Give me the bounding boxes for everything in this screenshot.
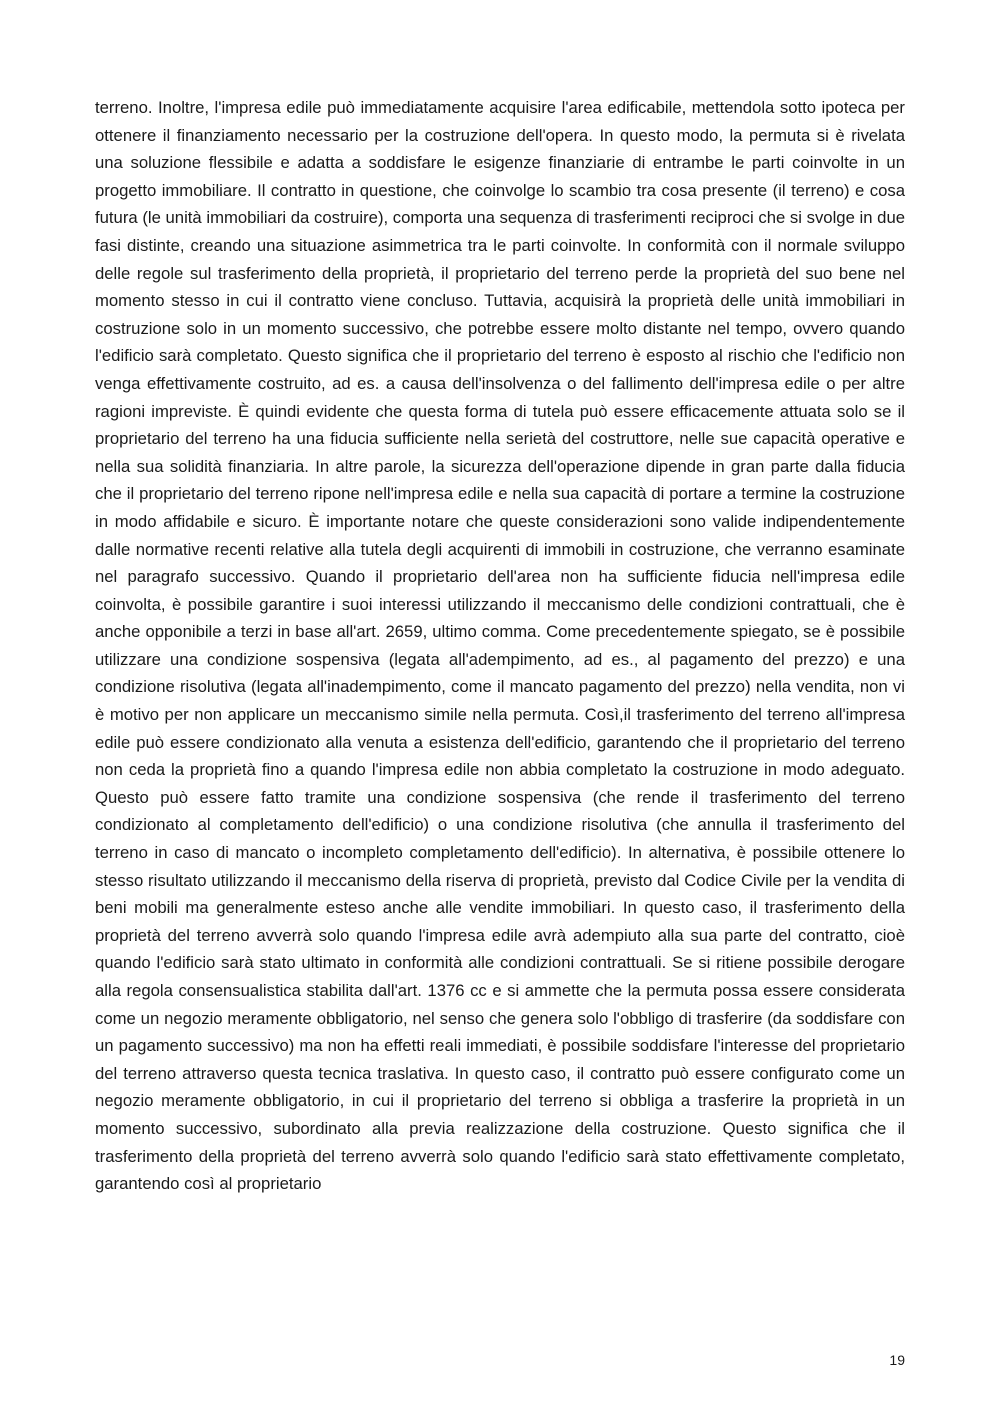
page-number: 19 xyxy=(889,1352,905,1368)
body-paragraph: terreno. Inoltre, l'impresa edile può immediatamente acquisire l'area edificabile, mettendola sotto ipoteca per ottenere il finanziamento necessario per la costruzione dell'opera. In questo modo, la permuta si è rivelata una soluzione flessibile e adatta a soddisfare le esigenze finanziarie di entrambe le parti coinvolte in un progetto immobiliare. Il contratto in questione, che coinvolge lo scambio tra cosa presente (il terreno) e cosa futura (le unità immobiliari da costruire), comporta una sequenza di trasferimenti reciproci che si svolge in due fasi distinte, creando una situazione asimmetrica tra le parti coinvolte. In conformità con il normale sviluppo delle regole sul trasferimento della proprietà, il proprietario del terreno perde la proprietà del suo bene nel momento stesso in cui il contratto viene concluso. Tuttavia, acquisirà la proprietà delle unità immobiliari in costruzione solo in un momento successivo, che potrebbe essere molto distante nel tempo, ovvero quando l'edificio sarà completato. Questo significa che il proprietario del terreno è esposto al rischio che l'edificio non venga effettivamente costruito, ad es. a causa dell'insolvenza o del fallimento dell'impresa edile o per altre ragioni impreviste. È quindi evidente che questa forma di tutela può essere efficacemente attuata solo se il proprietario del terreno ha una fiducia sufficiente nella serietà del costruttore, nelle sue capacità operative e nella sua solidità finanziaria. In altre parole, la sicurezza dell'operazione dipende in gran parte dalla fiducia che il proprietario del terreno ripone nell'impresa edile e nella sua capacità di portare a termine la costruzione in modo affidabile e sicuro. È importante notare che queste considerazioni sono valide indipendentemente dalle normative recenti relative alla tutela degli acquirenti di immobili in costruzione, che verranno esaminate nel paragrafo successivo. Quando il proprietario dell'area non ha sufficiente fiducia nell'impresa edile coinvolta, è possibile garantire i suoi interessi utilizzando il meccanismo delle condizioni contrattuali, che è anche opponibile a terzi in base all'art. 2659, ultimo comma. Come precedentemente spiegato, se è possibile utilizzare una condizione sospensiva (legata all'adempimento, ad es., al pagamento del prezzo) e una condizione risolutiva (legata all'inadempimento, come il mancato pagamento del prezzo) nella vendita, non vi è motivo per non applicare un meccanismo simile nella permuta. Così,il trasferimento del terreno all'impresa edile può essere condizionato alla venuta a esistenza dell'edificio, garantendo che il proprietario del terreno non ceda la proprietà fino a quando l'impresa edile non abbia completato la costruzione in modo adeguato. Questo può essere fatto tramite una condizione sospensiva (che rende il trasferimento del terreno condizionato al completamento dell'edificio) o una condizione risolutiva (che annulla il trasferimento del terreno in caso di mancato o incompleto completamento dell'edificio). In alternativa, è possibile ottenere lo stesso risultato utilizzando il meccanismo della riserva di proprietà, previsto dal Codice Civile per la vendita di beni mobili ma generalmente esteso anche alle vendite immobiliari. In questo caso, il trasferimento della proprietà del terreno avverrà solo quando l'impresa edile avrà adempiuto alla sua parte del contratto, cioè quando l'edificio sarà stato ultimato in conformità alle condizioni contrattuali. Se si ritiene possibile derogare alla regola consensualistica stabilita dall'art. 1376 cc e si ammette che la permuta possa essere considerata come un negozio meramente obbligatorio, nel senso che genera solo l'obbligo di trasferire (da soddisfare con un pagamento successivo) ma non ha effetti reali immediati, è possibile soddisfare l'interesse del proprietario del terreno attraverso questa tecnica traslativa. In questo caso, il contratto può essere configurato come un negozio meramente obbligatorio, in cui il proprietario del terreno si obbliga a trasferire la proprietà in un momento successivo, subordinato alla previa realizzazione della costruzione. Questo significa che il trasferimento della proprietà del terreno avverrà solo quando l'edificio sarà stato effettivamente completato, garantendo così al proprietario xyxy=(95,98,905,1194)
